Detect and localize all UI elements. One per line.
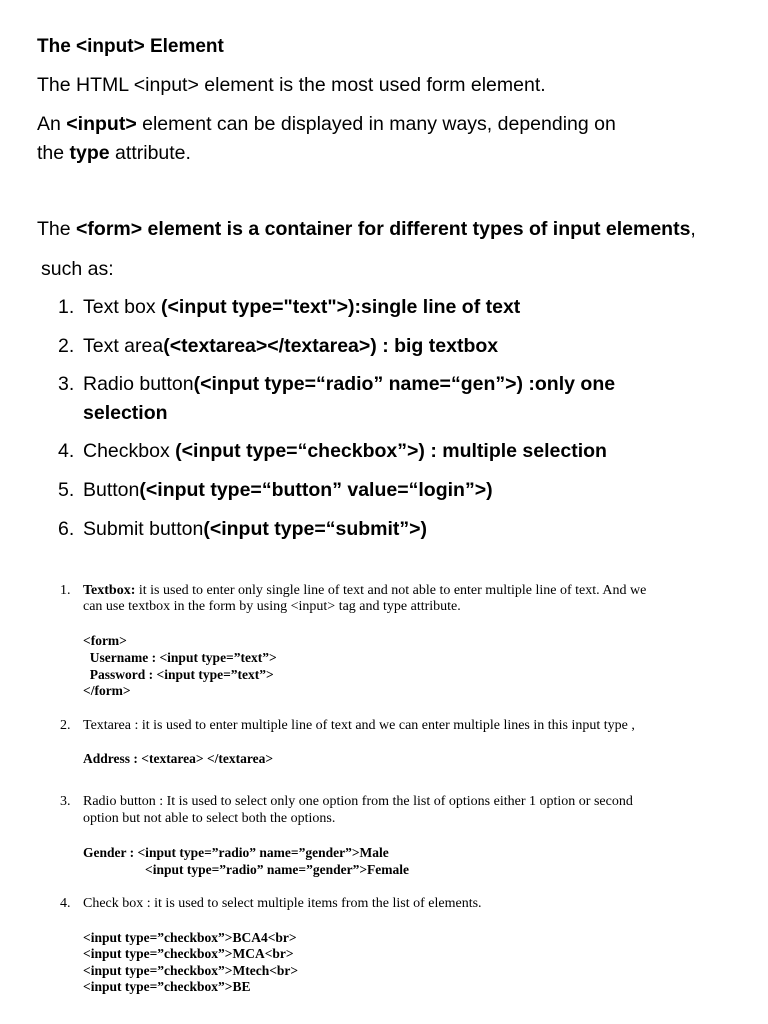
code-line: Username : <input type=”text”>	[83, 650, 277, 665]
text-run: Checkbox	[83, 440, 176, 462]
bold-run: (<input type=“radio” name=“gen”>) :only one	[193, 373, 616, 395]
list-number: 2.	[58, 335, 75, 357]
list-item-checkbox	[83, 440, 607, 463]
text-run: An	[37, 113, 67, 135]
text-run: Text box	[83, 296, 162, 318]
code-line: Gender : <input type=”radio” name=”gender”>Male	[83, 845, 389, 860]
code-line: <input type=”checkbox”>MCA<br>	[83, 946, 294, 961]
note-textbox-line1	[83, 583, 646, 599]
text-run: attribute.	[109, 142, 191, 164]
code-line: <input type=”checkbox”>BE	[83, 979, 251, 994]
list-item-submit-button	[83, 518, 427, 541]
input-display-paragraph-line2	[37, 142, 191, 165]
note-number: 3.	[60, 794, 71, 809]
text-run: Text area	[83, 335, 164, 357]
note-number: 2.	[60, 718, 71, 733]
note-checkbox-line1: Check box : it is used to select multiple items from the list of elements.	[83, 896, 482, 911]
list-item-text-box	[83, 296, 520, 319]
text-run: element can be displayed in many ways, depending on	[136, 113, 616, 135]
code-line: </form>	[83, 683, 131, 698]
page-title: The <input> Element	[37, 36, 224, 57]
input-display-paragraph-line1	[37, 113, 616, 136]
such-as-line: such as:	[41, 258, 114, 280]
list-item-radio-button-cont	[83, 402, 168, 425]
note-radio-line1: Radio button : It is used to select only one option from the list of options either 1 option or second	[83, 794, 633, 809]
bold-run: <input>	[66, 113, 137, 135]
list-number: 3.	[58, 373, 75, 395]
list-item-radio-button	[83, 373, 615, 396]
text-run: it is used to enter only single line of text and not able to enter multiple line of text. And we	[135, 583, 647, 598]
bold-run: (<input type=“checkbox”>) : multiple selection	[175, 440, 607, 462]
note-number: 1.	[60, 583, 71, 598]
note-radio-line2: option but not able to select both the options.	[83, 811, 336, 826]
text-run: Button	[83, 479, 140, 501]
bold-run: selection	[83, 402, 168, 424]
note-textarea-line1: Textarea : it is used to enter multiple line of text and we can enter multiple lines in this input type ,	[83, 718, 635, 733]
list-item-text-area	[83, 335, 498, 358]
code-line: <input type=”checkbox”>Mtech<br>	[83, 963, 299, 978]
bold-run: (<input type=“button” value=“login”>)	[139, 479, 493, 501]
bold-run: (<input type=“submit”>)	[203, 518, 428, 540]
list-number: 4.	[58, 440, 75, 462]
list-number: 1.	[58, 296, 75, 318]
text-run: Radio button	[83, 373, 194, 395]
list-number: 6.	[58, 518, 75, 540]
intro-paragraph: The HTML <input> element is the most used form element.	[37, 74, 546, 96]
bold-run: (<input type="text">):single line of text	[161, 296, 521, 318]
bold-run: (<textarea></textarea>) : big textbox	[163, 335, 499, 357]
text-run: the	[37, 142, 70, 164]
text-run: ,	[690, 218, 696, 240]
bold-run: type	[69, 142, 110, 164]
code-line: <input type=”checkbox”>BCA4<br>	[83, 930, 297, 945]
text-run: The	[37, 218, 77, 240]
note-label: Textbox:	[83, 583, 136, 598]
form-container-paragraph	[37, 218, 696, 241]
note-textbox-line2: can use textbox in the form by using <input> tag and type attribute.	[83, 599, 461, 614]
code-line: <form>	[83, 633, 127, 648]
text-run: Submit button	[83, 518, 204, 540]
list-item-button	[83, 479, 493, 502]
list-number: 5.	[58, 479, 75, 501]
note-number: 4.	[60, 896, 71, 911]
code-line: Address : <textarea> </textarea>	[83, 751, 274, 766]
code-line: Password : <input type=”text”>	[83, 667, 274, 682]
bold-run: <form> element is a container for different types of input elements	[76, 218, 691, 240]
code-line: <input type=”radio” name=”gender”>Female	[145, 862, 410, 877]
